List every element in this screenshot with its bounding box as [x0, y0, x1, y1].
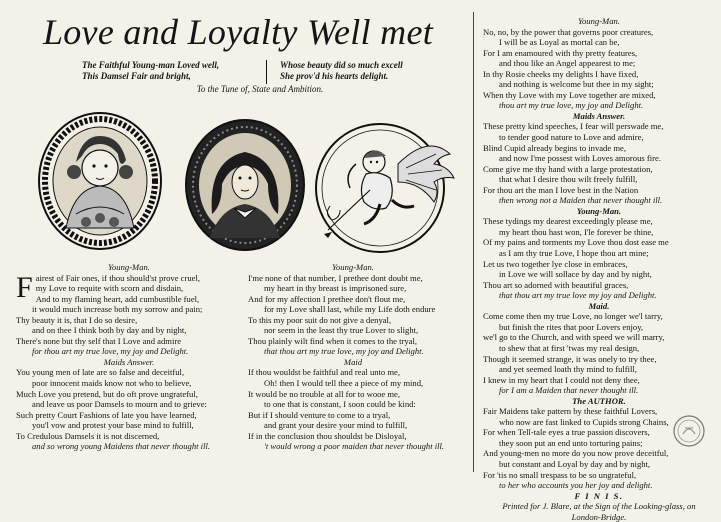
verse-line: my heart thou hast won, I'le forever be thine, — [499, 226, 654, 237]
verse-line: You young men of late are so false and deceitful, — [16, 367, 185, 378]
verse-line: poor innocent maids know not who to believe, — [32, 378, 192, 389]
cupid-woodcut — [310, 118, 460, 258]
verse-line: for I am a Maiden that never thought ill. — [499, 385, 639, 396]
verse-line: that what I desire thou wilt freely fulfill, — [499, 174, 638, 185]
verse-line: There's none but thy self that I Love and admire — [16, 335, 182, 346]
verse-line: And young-men no more do you now prove deceitful, — [483, 448, 669, 459]
speaker-heading: Young-Man. — [576, 205, 622, 216]
subtitle-left — [82, 60, 252, 82]
subtitle-right — [280, 60, 470, 82]
verse-line: for my Love shall last, while my Life doth endure — [264, 304, 436, 315]
verse-column-2 — [248, 262, 458, 452]
verse-line: And to my flaming heart, add cumbustible fuel, — [35, 293, 200, 304]
subtitle-right-line: Whose beauty did so much excell — [280, 60, 403, 70]
verse-line: To Credulous Damsels it is not discerned, — [16, 430, 160, 441]
imprint-line: Printed for J. Blare, at the Sign of the Looking-glass, on — [502, 501, 696, 512]
verse-line: and yet seemed loath thy mind to fulfill, — [499, 364, 637, 375]
verse-line: Let us two together lye close in embraces, — [483, 258, 628, 269]
verse-line: and thou like an Angel appearest to me; — [499, 58, 636, 69]
verse-line: Thou plainly wilt find when it comes to the tryal, — [248, 335, 417, 346]
verse-line: Fair Maidens take pattern by these faithful Lovers, — [483, 406, 658, 417]
subtitle-left-line: The Faithful Young-man Loved well, — [82, 60, 220, 70]
drop-cap: F — [16, 270, 33, 304]
verse-line: For I am enamoured with thy pretty features, — [483, 47, 638, 58]
verse-line: it would much increase both my sorrow and pain; — [32, 304, 203, 315]
verse-line: they soon put an end unto torturing pains; — [499, 437, 643, 448]
verse-line: To this my poor suit do not give a denyal, — [248, 314, 392, 325]
column-divider — [473, 12, 474, 472]
speaker-heading: Young-Man. — [332, 262, 374, 272]
verse-line: to shew that at first 'twas my real design, — [499, 342, 640, 353]
verse-line: airest of Fair ones, if thou should'st prove cruel, — [35, 272, 201, 283]
verse-line: who now are fast linked to Cupids strong Chains, — [499, 416, 669, 427]
verse-line: For 'tis no small trespass to be so ungrateful, — [483, 469, 637, 480]
man-portrait-woodcut — [184, 118, 306, 252]
printer-imprint — [483, 501, 715, 522]
verse-line: to tender good nature to Love and admire, — [499, 132, 644, 143]
verse-line: to one that is constant, I soon could be kind: — [264, 399, 416, 410]
verse-line: then wrong not a Maiden that never thought ill. — [499, 195, 663, 206]
speaker-heading: Young-Man. — [578, 16, 620, 26]
verse-line: Much Love you pretend, but do oft prove ungrateful, — [16, 388, 198, 399]
verse-line: and leave us poor Damsels to mourn and to grieve: — [32, 399, 207, 410]
verse-line: thou art my true love, my joy and Delight. — [499, 100, 644, 111]
verse-line: Come come then my true Love, no longer we'l tarry, — [483, 311, 663, 322]
verse-line: But if I should venture to come to a tryal, — [248, 409, 391, 420]
library-stamp-icon — [672, 414, 706, 448]
verse-line: and nothing is welcome but thee in my sight; — [499, 79, 654, 90]
verse-line: but finish the rites that poor Lovers enjoy, — [499, 321, 644, 332]
subtitle-left-line: This Damsel Fair and bright, — [82, 71, 191, 81]
verse-line: in Love we will sollace by day and by night, — [499, 269, 652, 280]
tune-line: To the Tune of, State and Ambition. — [196, 84, 324, 94]
verse-line: I'me none of that number, I prethee dont doubt me, — [248, 272, 423, 283]
verse-line: Thy beauty it is, that I do so desire, — [16, 314, 138, 325]
verse-line: Oh! then I would tell thee a piece of my mind, — [264, 378, 424, 389]
verse-line: and on thee I think both by day and by night, — [32, 325, 187, 336]
verse-line: It would be no trouble at all for to wooe me, — [248, 388, 401, 399]
speaker-heading: Maid. — [588, 300, 610, 311]
verse-line: that thou art my true love, my joy and Delight. — [264, 346, 424, 357]
verse-line: I will be as Loyal as mortal can be, — [499, 37, 620, 48]
finis-mark: F I N I S. — [574, 490, 624, 501]
verse-line: 't would wrong a poor maiden that never thought ill. — [264, 441, 445, 452]
verse-line: Though it seemed strange, it was onely to try thee, — [483, 353, 657, 364]
speaker-heading: Maids Answer. — [103, 356, 155, 367]
verse-line: Blind Cupid already begins to invade me, — [483, 142, 626, 153]
verse-line: Come give me thy hand with a large protestation, — [483, 163, 653, 174]
verse-line: and so wrong young Maidens that never thought ill. — [32, 441, 210, 452]
speaker-heading: Maids Answer. — [572, 110, 626, 121]
verse-line: For thou art the man I love best in the Nation — [483, 184, 639, 195]
verse-line: And for my affection I prethee don't flout me, — [248, 293, 406, 304]
verse-line: my Love to requite with scorn and disdain, — [35, 283, 184, 294]
verse-line: as I am thy true Love, I hope thou art mine; — [499, 248, 649, 259]
subtitle-divider — [266, 60, 267, 84]
verse-line: for thou art my true love, my joy and Delight. — [32, 346, 189, 357]
verse-column-1 — [16, 262, 242, 452]
verse-line: Such pretty Court Fashions of late you have learned, — [16, 409, 197, 420]
ballad-title: Love and Loyalty Well met — [42, 12, 434, 52]
woman-portrait-woodcut — [36, 110, 164, 252]
speaker-heading: Young-Man. — [108, 262, 150, 272]
verse-line: If thou wouldst be faithful and real unto me, — [248, 367, 401, 378]
verse-line: to her who accounts you her joy and delight. — [499, 480, 653, 491]
verse-line: These tydings my dearest exceedingly please me, — [483, 216, 653, 227]
verse-line: I knew in my heart that I could not deny thee, — [483, 374, 640, 385]
verse-line: and grant your desire your mind to fulfill, — [264, 420, 408, 431]
verse-line: nor seem in the least thy true Lover to slight, — [264, 325, 419, 336]
verse-line: my heart in thy breast is imprisoned sure, — [264, 283, 407, 294]
verse-line: Thou art so adorned with beautiful graces, — [483, 279, 629, 290]
subtitle-right-line: She prov'd his hearts delight. — [280, 71, 389, 81]
speaker-heading: The AUTHOR. — [572, 395, 626, 406]
verse-line: No, no, by the power that governs poor creatures, — [483, 26, 654, 37]
verse-line: you'l vow and protest your base mind to fulfill, — [32, 420, 194, 431]
verse-line: For when Tell-tale eyes a true passion discovers, — [483, 427, 650, 438]
verse-line: but constant and Loyal by day and by night, — [499, 458, 651, 469]
verse-line: we'l go to the Church, and with speed we will marry, — [483, 332, 665, 343]
verse-line: Of my pains and torments my Love thou dost ease me — [483, 237, 669, 248]
verse-line: When thy Love with my Love together are mixed, — [483, 89, 656, 100]
imprint-line: London-Bridge. — [571, 511, 627, 522]
verse-line: In thy Rosie cheeks my delights I have fixed, — [483, 68, 639, 79]
verse-line: If in the conclusion thou shouldst be Disloyal, — [248, 430, 407, 441]
verse-line: These pretty kind speeches, I fear will perswade me, — [483, 121, 664, 132]
verse-line: that thou art my true love my joy and Delight. — [499, 290, 657, 301]
speaker-heading: Maid — [343, 356, 363, 367]
verse-line: and now I'me possest with Loves amorous fire. — [499, 153, 661, 164]
